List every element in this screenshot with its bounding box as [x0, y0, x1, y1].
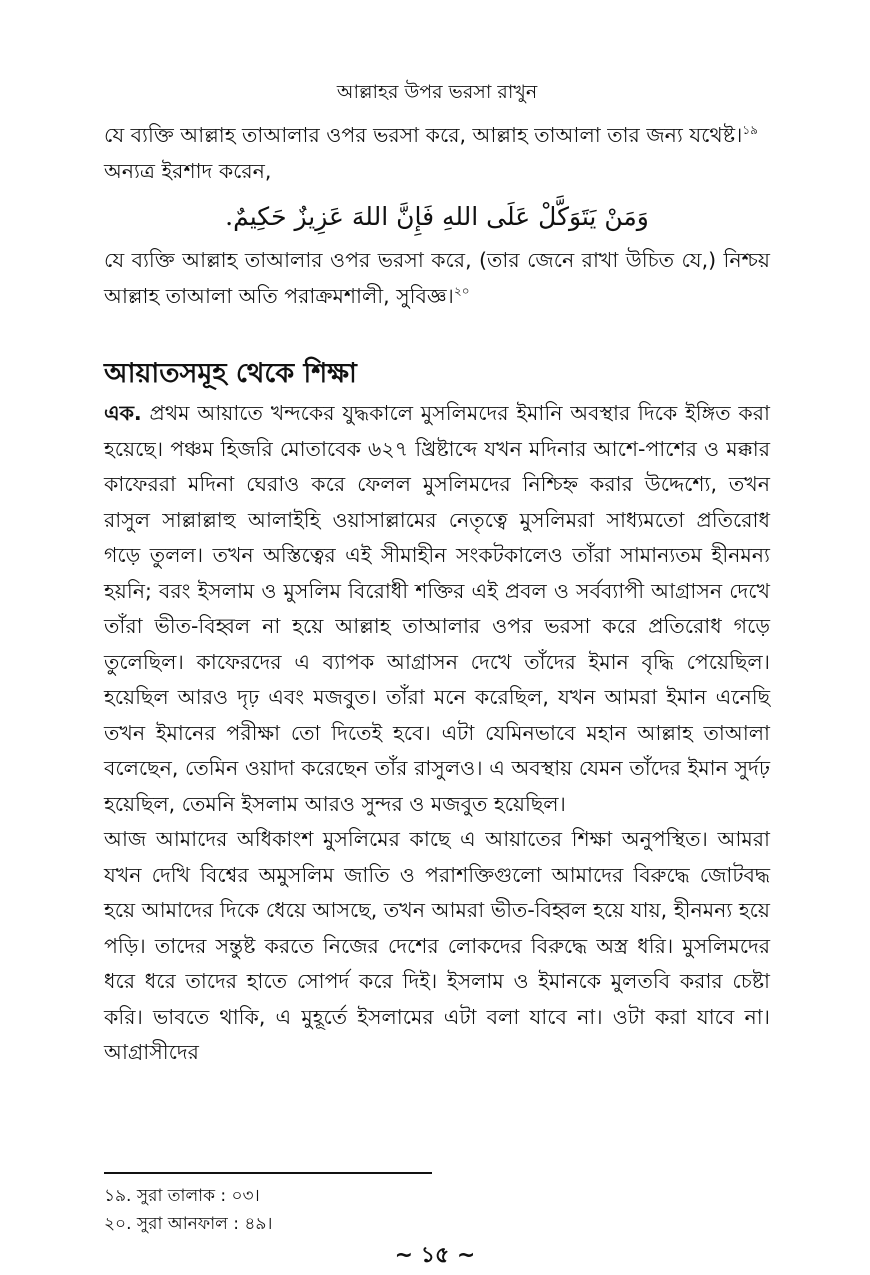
footnote-19: ১৯. সুরা তালাক : ০৩।: [104, 1186, 260, 1206]
intro-line: অন্যত্র ইরশাদ করেন,: [104, 158, 272, 183]
footnote-ref-19: ১৯: [742, 123, 758, 138]
verse-translation-2-text: যে ব্যক্তি আল্লাহ তাআলার ওপর ভরসা করে, (তার জেনে রাখা উচিত যে,) নিশ্চয় আল্লাহ তাআলা অতি পরাক্রমশালী, সুবিজ্ঞ।: [104, 248, 770, 308]
page-body: [104, 78, 770, 1071]
footnote-divider: [104, 1172, 432, 1174]
verse-translation-1: [104, 118, 770, 154]
lesson-paragraph-2: আজ আমাদের অধিকাংশ মুসলিমের কাছে এ আয়াতের শিক্ষা অনুপস্থিত। আমরা যখন দেখি বিশ্বের অমুসলিম জাতি ও পরাশক্তিগুলো আমাদের বিরুদ্ধে জোটবদ্ধ হয়ে আমাদের দিকে ধেয়ে আসছে, তখন আমরা ভীত-বিহ্বল হয়ে যায়, হীনমন্য হয়ে পড়ি। তাদের সন্তুষ্ট করতে নিজের দেশের লোকদের বিরুদ্ধে অস্ত্র ধরি। মুসলিমদের ধরে ধরে তাদের হাতে সোপর্দ করে দিই। ইসলাম ও ইমানকে মুলতবি করার চেষ্টা করি। ভাবতে থাকি, এ মুহূর্তে ইসলামের এটা বলা যাবে না। ওটা করা যাবে না। আগ্রাসীদের: [104, 827, 770, 1064]
section-heading: আয়াতসমূহ থেকে শিক্ষা: [104, 358, 357, 389]
lesson-number: এক.: [104, 401, 142, 425]
lesson-paragraph-1-text: প্রথম আয়াতে খন্দকের যুদ্ধকালে মুসলিমদের ইমানি অবস্থার দিকে ইঙ্গিত করা হয়েছে। পঞ্চম হিজরি মোতাবেক ৬২৭ খ্রিষ্টাব্দে যখন মদিনার আশে-পাশের ও মক্কার কাফেররা মদিনা ঘেরাও করে ফেলল মুসলিমদের নিশ্চিহ্ন করার উদ্দেশ্যে, তখন রাসুল সাল্লাল্লাহু আলাইহি ওয়াসাল্লামের নেতৃত্বে মুসলিমরা সাধ্যমতো প্রতিরোধ গড়ে তুলল। তখন অস্তিত্বের এই সীমাহীন সংকটকালেও তাঁরা সামান্যতম হীনমন্য হয়নি; বরং ইসলাম ও মুসলিম বিরোধী শক্তির এই প্রবল ও সর্বব্যাপী আগ্রাসন দেখে তাঁরা ভীত-বিহ্বল না হয়ে আল্লাহ তাআলার ওপর ভরসা করে প্রতিরোধ গড়ে তুলেছিল। কাফেরদের এ ব্যাপক আগ্রাসন দেখে তাঁদের ইমান বৃদ্ধি পেয়েছিল। হয়েছিল আরও দৃঢ় এবং মজবুত। তাঁরা মনে করেছিল, যখন আমরা ইমান এনেছি তখন ইমানের পরীক্ষা তো দিতেই হবে। এটা যেমিনভাবে মহান আল্লাহ তাআলা বলেছেন, তেমিন ওয়াদা করেছেন তাঁর রাসুলও। এ অবস্থায় যেমন তাঁদের ইমান সুর্দঢ় হয়েছিল, তেমনি ইসলাম আরও সুন্দর ও মজবুত হয়েছিল।: [104, 401, 770, 816]
footnote-ref-20: ২০: [453, 283, 470, 298]
lesson-paragraph-1: [104, 396, 770, 822]
arabic-verse: وَمَنْ يَتَوَكَّلْ عَلَى اللهِ فَإِنَّ اللهَ عَزِيزٌ حَكِيمٌ.: [225, 202, 649, 231]
verse-translation-2: [104, 243, 770, 314]
verse-translation-1-text: যে ব্যক্তি আল্লাহ তাআলার ওপর ভরসা করে, আল্লাহ তাআলা তার জন্য যথেষ্ট।: [104, 123, 743, 147]
footnote-20: ২০. সুরা আনফাল : ৪৯।: [104, 1214, 273, 1234]
page-number: ~ ১৫ ~: [394, 1243, 476, 1268]
footnotes: [104, 1182, 770, 1238]
running-head: আল্লাহর উপর ভরসা রাখুন: [336, 81, 538, 103]
